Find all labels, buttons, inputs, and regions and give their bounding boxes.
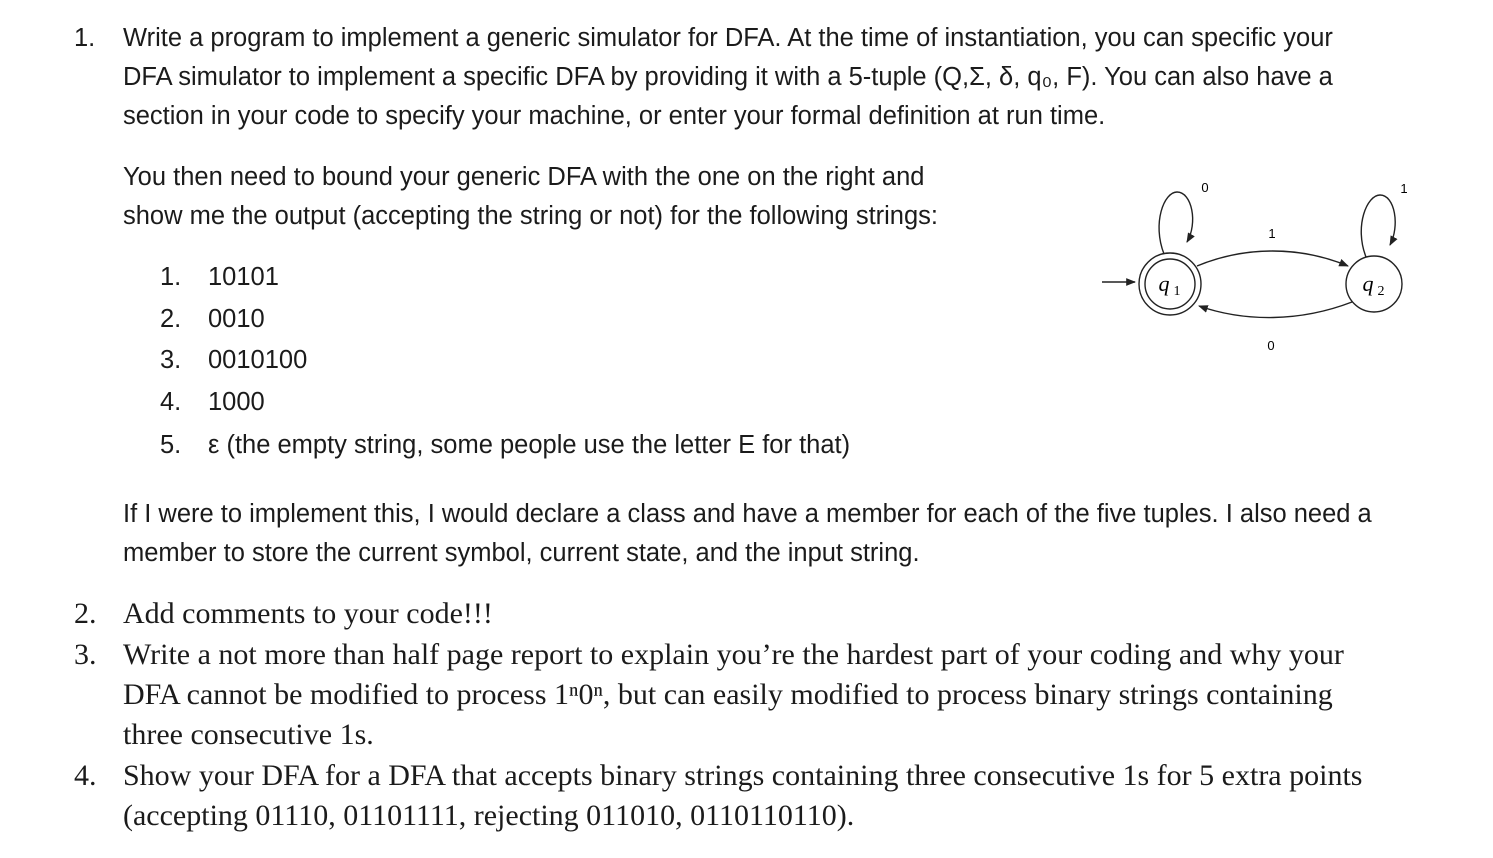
string-item-4-text: 1000: [208, 388, 265, 416]
q1-line-3: section in your code to specify your machine, or enter your formal definition at run time.: [123, 102, 1106, 130]
q1-line-2: DFA simulator to implement a specific DFA by providing it with a 5-tuple (Q,Σ, δ, q₀, F). You can also have a: [123, 63, 1333, 91]
state-q1-subscript: 1: [1173, 284, 1181, 299]
string-item-1-number: 1.: [160, 263, 182, 291]
dfa-diagram: [1060, 148, 1450, 373]
string-item-1-text: 10101: [208, 263, 279, 291]
loop-q2-label: 1: [1400, 181, 1408, 196]
edge-q1-q2-label: 1: [1268, 226, 1276, 241]
state-q1-label: q: [1158, 271, 1170, 296]
bound-line-1: You then need to bound your generic DFA with the one on the right and: [123, 163, 925, 191]
impl-line-2: member to store the current symbol, current state, and the input string.: [123, 539, 920, 567]
string-item-3-text: 0010100: [208, 346, 308, 374]
loop-q1: [1159, 192, 1193, 254]
q3-line-2: DFA cannot be modified to process 1ⁿ0ⁿ, but can easily modified to process binary strings containing: [123, 678, 1333, 711]
loop-q1-label: 0: [1201, 180, 1209, 195]
state-q2: [1346, 256, 1402, 312]
edge-q2-q1-label: 0: [1267, 338, 1275, 353]
edge-q1-q2: [1197, 251, 1348, 266]
q4-line-1: Show your DFA for a DFA that accepts binary strings containing three consecutive 1s for 5 extra points: [123, 759, 1363, 792]
q3-number: 3.: [74, 638, 97, 671]
string-item-2-text: 0010: [208, 305, 265, 333]
bound-line-2: show me the output (accepting the string or not) for the following strings:: [123, 202, 939, 230]
string-item-3-number: 3.: [160, 346, 182, 374]
q3-line-1: Write a not more than half page report to explain you’re the hardest part of your coding and why your: [123, 638, 1344, 671]
string-item-2-number: 2.: [160, 305, 182, 333]
string-item-5-text: ε (the empty string, some people use the letter E for that): [208, 431, 851, 459]
q2-number: 2.: [74, 597, 97, 630]
q4-number: 4.: [74, 759, 97, 792]
edge-q2-q1: [1199, 302, 1352, 318]
string-item-4-number: 4.: [160, 388, 182, 416]
q1-line-1: Write a program to implement a generic simulator for DFA. At the time of instantiation, you can specific your: [123, 24, 1333, 52]
loop-q2: [1361, 195, 1395, 257]
string-item-5-number: 5.: [160, 431, 182, 459]
q2-text: Add comments to your code!!!: [123, 597, 493, 630]
state-q2-label: q: [1362, 271, 1374, 296]
q4-line-2: (accepting 01110, 01101111, rejecting 011010, 0110110110).: [123, 799, 855, 832]
q3-line-3: three consecutive 1s.: [123, 718, 374, 751]
state-q2-subscript: 2: [1377, 284, 1385, 299]
state-q1: [1139, 253, 1201, 315]
impl-line-1: If I were to implement this, I would declare a class and have a member for each of the five tuples. I also need a: [123, 500, 1372, 528]
q1-number: 1.: [74, 24, 96, 52]
